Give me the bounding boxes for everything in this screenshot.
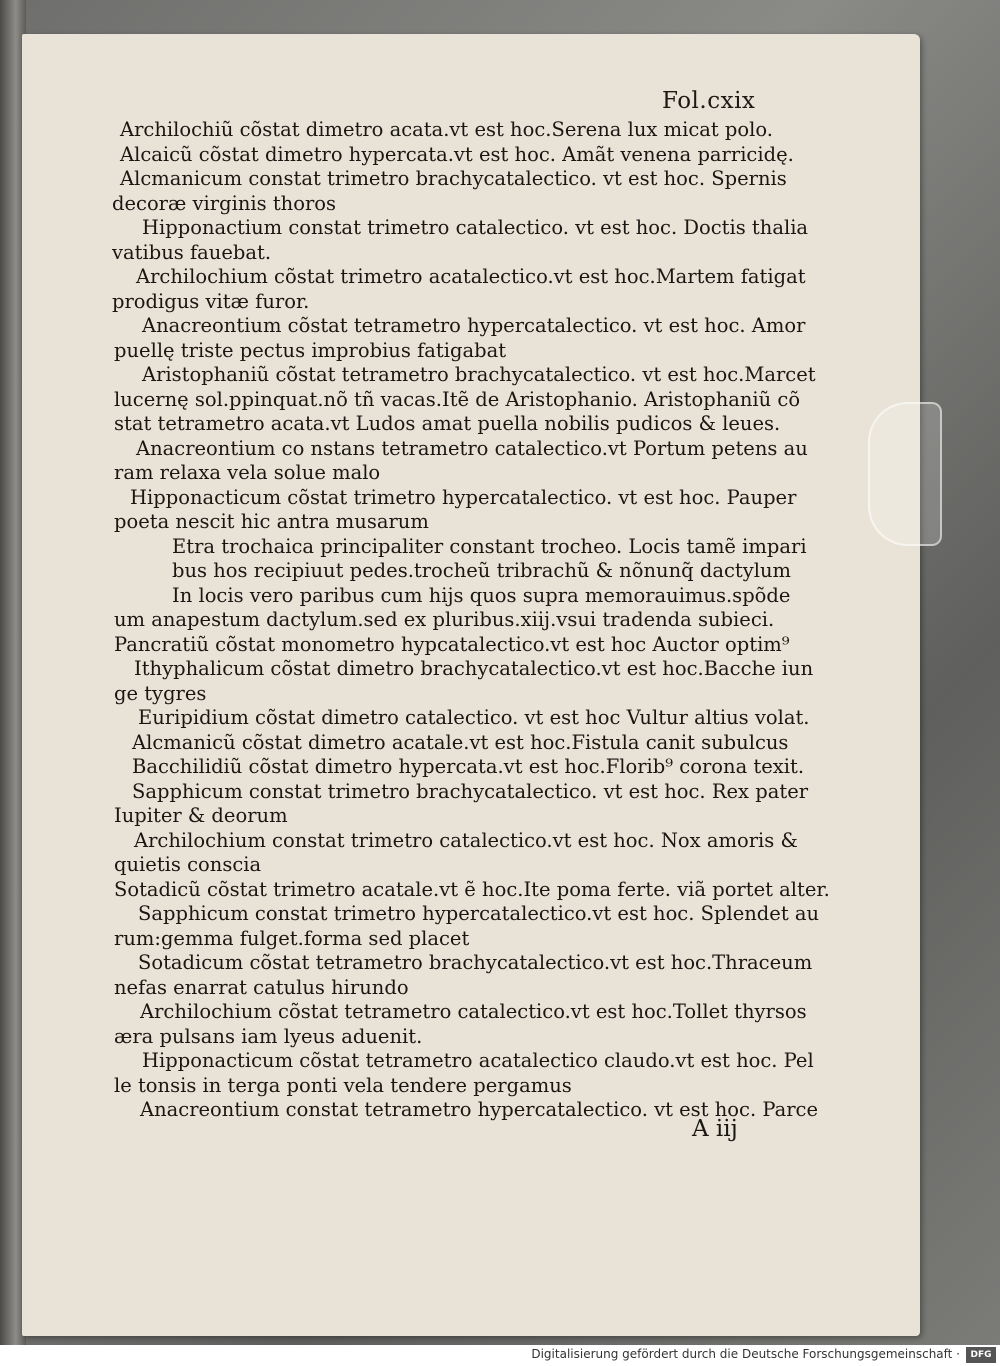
text-line: bus hos recipiuut pedes.trocheũ tribrachũ & nõnunq̃ dactylum <box>172 559 792 582</box>
text-line: Alcmanicũ cõstat dimetro acatale.vt est hoc.Fistula canit subulcus <box>132 730 789 754</box>
text-line: Anacreontium cõstat tetrametro hypercatalectico. vt est hoc. Amor <box>142 314 806 337</box>
text-line: Archilochium cõstat tetrametro catalectico.vt est hoc.Tollet thyrsos <box>140 1000 807 1023</box>
text-line: Etra trochaica principaliter constant trocheo. Locis tamẽ impari <box>172 534 807 558</box>
text-line: In locis vero paribus cum hijs quos supra memorauimus.spõde <box>172 583 791 607</box>
text-line: Bacchilidiũ cõstat dimetro hypercata.vt est hoc.Florib⁹ corona texit. <box>132 755 805 778</box>
dfg-logo: DFG <box>966 1347 996 1363</box>
text-line: Euripidium cõstat dimetro catalectico. vt est hoc Vultur altius volat. <box>138 706 810 729</box>
folio-number: Fol.cxix <box>662 88 756 114</box>
text-line: Anacreontium co nstans tetrametro catalectico.vt Portum petens au <box>136 436 808 460</box>
text-line: puellę triste pectus improbius fatigabat <box>114 338 507 362</box>
text-line: stat tetrametro acata.vt Ludos amat puella nobilis pudicos & leues. <box>114 412 781 435</box>
text-line: quietis conscia <box>114 853 262 876</box>
text-line: æra pulsans iam lyeus aduenit. <box>114 1024 423 1048</box>
text-line: Alcaicũ cõstat dimetro hypercata.vt est hoc. Amãt venena parricidę. <box>120 142 794 166</box>
text-line: rum:gemma fulget.forma sed placet <box>114 926 470 950</box>
text-line: Archilochium constat trimetro catalectico.vt est hoc. Nox amoris & <box>134 828 798 852</box>
text-line: Sapphicum constat trimetro hypercatalectico.vt est hoc. Splendet au <box>138 902 820 925</box>
text-line: um anapestum dactylum.sed ex pluribus.xiij.vsui tradenda subieci. <box>114 608 775 631</box>
text-line: poeta nescit hic antra musarum <box>114 510 429 533</box>
text-line: Hipponacticum cõstat trimetro hypercatalectico. vt est hoc. Pauper <box>130 485 797 509</box>
text-line: prodigus vitæ furor. <box>112 289 310 313</box>
text-line: Sotadicũ cõstat trimetro acatale.vt ẽ hoc.Ite poma ferte. viã portet alter. <box>114 877 830 901</box>
text-line: Anacreontium constat tetrametro hypercatalectico. vt est hoc. Parce <box>140 1098 818 1121</box>
page-clip <box>868 402 942 546</box>
text-line: Archilochiũ cõstat dimetro acata.vt est hoc.Serena lux micat polo. <box>120 118 773 141</box>
text-line: Hipponactium constat trimetro catalectico. vt est hoc. Doctis thalia <box>142 216 809 239</box>
text-line: Sapphicum constat trimetro brachycatalectico. vt est hoc. Rex pater <box>132 779 809 803</box>
signature-mark: A iij <box>692 1116 738 1142</box>
text-line: ram relaxa vela solue malo <box>114 461 381 484</box>
text-line: Hipponacticum cõstat tetrametro acatalectico claudo.vt est hoc. Pel <box>142 1049 814 1072</box>
text-line: Archilochium cõstat trimetro acatalectico.vt est hoc.Martem fatigat <box>136 265 806 288</box>
text-line: Pancratiũ cõstat monometro hypcatalectico.vt est hoc Auctor optim⁹ <box>114 632 790 656</box>
text-line: Sotadicum cõstat tetrametro brachycatalectico.vt est hoc.Thraceum <box>138 951 813 974</box>
text-line: ge tygres <box>114 681 207 705</box>
digitization-footer <box>0 1345 1000 1366</box>
text-line: nefas enarrat catulus hirundo <box>114 975 409 999</box>
footer-credit: Digitalisierung gefördert durch die Deutsche Forschungsgemeinschaft · <box>531 1347 960 1361</box>
text-line: decoræ virginis thoros <box>112 191 337 215</box>
text-line: lucernę sol.ppinquat.nõ tñ vacas.Itẽ de Aristophanio. Aristophaniũ cõ <box>114 387 801 411</box>
text-line: Alcmanicum constat trimetro brachycatalectico. vt est hoc. Spernis <box>120 167 787 190</box>
text-line: Ithyphalicum cõstat dimetro brachycatalectico.vt est hoc.Bacche iun <box>134 657 814 680</box>
text-line: Iupiter & deorum <box>114 804 288 827</box>
text-line: le tonsis in terga ponti vela tendere pergamus <box>114 1073 572 1097</box>
text-line: vatibus fauebat. <box>112 240 272 264</box>
text-line: Aristophaniũ cõstat tetrametro brachycatalectico. vt est hoc.Marcet <box>142 363 816 386</box>
